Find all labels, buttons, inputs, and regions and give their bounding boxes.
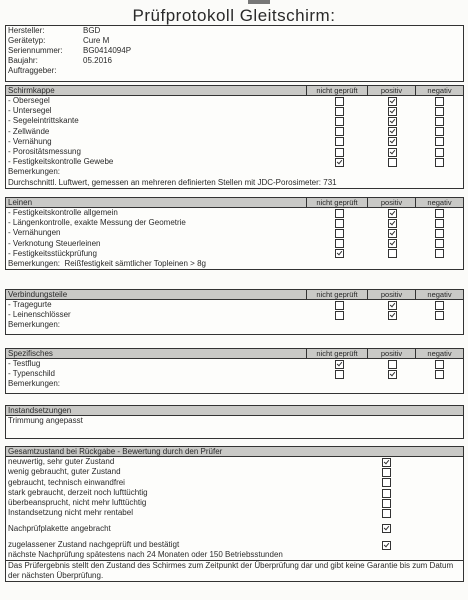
positive-checkbox[interactable] <box>388 117 397 126</box>
checklist-row <box>6 106 463 116</box>
not-checked-checkbox[interactable] <box>335 127 344 136</box>
section-schirmkappe <box>5 85 464 189</box>
header-value: BG0414094P <box>83 46 132 55</box>
negative-checkbox[interactable] <box>435 107 444 116</box>
condition-label: überbeansprucht, nicht mehr lufttüchtig <box>8 498 147 508</box>
condition-checkbox[interactable] <box>382 458 391 467</box>
condition-label: Instandsetzung nicht mehr rentabel <box>8 508 133 518</box>
section-header <box>6 198 463 208</box>
checkbox-cell <box>416 137 463 147</box>
negative-checkbox[interactable] <box>435 249 444 258</box>
not-checked-checkbox[interactable] <box>335 249 344 258</box>
checklist-label: - Verknotung Steuerleinen <box>8 238 101 248</box>
condition-checkbox[interactable] <box>382 499 391 508</box>
checkbox-cell <box>369 137 416 147</box>
checkbox-cell <box>369 249 416 259</box>
section-title: Instandsetzungen <box>6 406 463 416</box>
remarks-label: Bemerkungen: <box>8 320 61 330</box>
checkbox-cell <box>416 300 463 310</box>
section-title: Verbindungsteile <box>8 290 68 299</box>
header-row-type <box>6 36 463 46</box>
approved-row <box>6 540 463 550</box>
positive-checkbox[interactable] <box>388 137 397 146</box>
positive-checkbox[interactable] <box>388 311 397 320</box>
checklist-label: - Leinenschlösser <box>8 310 71 320</box>
positive-checkbox[interactable] <box>388 219 397 228</box>
positive-checkbox[interactable] <box>388 148 397 157</box>
section-header <box>6 86 463 96</box>
section-title: Spezifisches <box>8 349 53 358</box>
condition-row <box>6 457 463 467</box>
checkbox-cell <box>309 147 369 157</box>
checkbox-cell <box>356 488 416 498</box>
column-negative: negativ <box>415 86 463 95</box>
checklist-row <box>6 127 463 137</box>
header-label: Baujahr: <box>8 56 38 65</box>
section-title: Gesamtzustand bei Rückgabe - Bewertung durch den Prüfer <box>6 447 463 457</box>
column-negative: negativ <box>415 290 463 299</box>
column-negative: negativ <box>415 349 463 358</box>
not-checked-checkbox[interactable] <box>335 311 344 320</box>
checklist-label: - Vernähungen <box>8 228 61 238</box>
checkbox-cell <box>416 228 463 238</box>
checkbox-cell <box>369 127 416 137</box>
checkbox-cell <box>309 208 369 218</box>
checklist-row <box>6 249 463 259</box>
checklist-label: - Vernähung <box>8 136 52 146</box>
not-checked-checkbox[interactable] <box>335 97 344 106</box>
approved-label: zugelassener Zustand nachgeprüft und bestätigt <box>8 540 180 550</box>
checklist-row <box>6 96 463 106</box>
checkbox-cell <box>369 228 416 238</box>
checklist-row <box>6 137 463 147</box>
remarks-row <box>6 379 463 393</box>
section-gesamtzustand <box>5 446 464 582</box>
checkbox-cell <box>309 106 369 116</box>
positive-checkbox[interactable] <box>388 158 397 167</box>
checklist-label: - Festigkeitsstückprüfung <box>8 248 97 258</box>
header-row-manufacturer <box>6 26 463 36</box>
checkbox-cell <box>369 96 416 106</box>
not-checked-checkbox[interactable] <box>335 239 344 248</box>
not-checked-checkbox[interactable] <box>335 117 344 126</box>
negative-checkbox[interactable] <box>435 219 444 228</box>
condition-checkbox[interactable] <box>382 468 391 477</box>
plakette-label: Nachprüfplakette angebracht <box>8 523 111 533</box>
checklist-row <box>6 369 463 379</box>
not-checked-checkbox[interactable] <box>335 209 344 218</box>
checklist-label: - Segeleintrittskante <box>8 116 79 126</box>
not-checked-checkbox[interactable] <box>335 148 344 157</box>
checklist-row <box>6 300 463 310</box>
column-positive: positiv <box>367 86 415 95</box>
checklist-label: - Tragegurte <box>8 300 52 309</box>
section-title: Leinen <box>8 198 33 207</box>
checkbox-cell <box>416 218 463 228</box>
positive-checkbox[interactable] <box>388 127 397 136</box>
checkbox-cell <box>416 310 463 320</box>
checkbox-cell <box>309 218 369 228</box>
negative-checkbox[interactable] <box>435 239 444 248</box>
column-not-checked: nicht geprüft <box>306 349 367 358</box>
checkbox-cell <box>309 157 369 167</box>
checkbox-cell <box>309 228 369 238</box>
column-not-checked: nicht geprüft <box>306 290 367 299</box>
not-checked-checkbox[interactable] <box>335 301 344 310</box>
negative-checkbox[interactable] <box>435 97 444 106</box>
section-verbindungsteile <box>5 289 464 335</box>
checkbox-cell <box>309 310 369 320</box>
checkbox-cell <box>356 540 416 550</box>
section-title: Schirmkappe <box>8 86 55 95</box>
condition-checkbox[interactable] <box>382 489 391 498</box>
checkbox-cell <box>369 147 416 157</box>
column-positive: positiv <box>367 290 415 299</box>
positive-checkbox[interactable] <box>388 249 397 258</box>
remarks-row <box>6 320 463 334</box>
negative-checkbox[interactable] <box>435 148 444 157</box>
checkbox-cell <box>309 116 369 126</box>
remarks-label: Bemerkungen: <box>8 258 61 268</box>
checkbox-cell <box>369 208 416 218</box>
checkbox-cell <box>416 208 463 218</box>
checkbox-cell <box>309 359 369 369</box>
not-checked-checkbox[interactable] <box>335 360 344 369</box>
checkbox-cell <box>416 96 463 106</box>
checkbox-cell <box>309 239 369 249</box>
not-checked-checkbox[interactable] <box>335 137 344 146</box>
header-box <box>5 25 464 82</box>
checklist-label: - Porositätsmessung <box>8 146 81 156</box>
approved-checkbox[interactable] <box>382 541 391 550</box>
negative-checkbox[interactable] <box>435 229 444 238</box>
positive-checkbox[interactable] <box>388 229 397 238</box>
checklist-label: - Zellwände <box>8 126 50 136</box>
checklist-label: - Obersegel <box>8 96 50 105</box>
not-checked-checkbox[interactable] <box>335 107 344 116</box>
checkbox-cell <box>309 127 369 137</box>
item-list <box>6 300 463 320</box>
column-negative: negativ <box>415 198 463 207</box>
checklist-label: - Testflug <box>8 359 41 368</box>
header-label: Gerätetyp: <box>8 36 46 45</box>
negative-checkbox[interactable] <box>435 370 444 379</box>
header-label: Seriennummer: <box>8 46 63 55</box>
condition-checkbox[interactable] <box>382 478 391 487</box>
not-checked-checkbox[interactable] <box>335 370 344 379</box>
checklist-row <box>6 239 463 249</box>
not-checked-checkbox[interactable] <box>335 219 344 228</box>
remarks-text: Reißfestigkeit sämtlicher Topleinen > 8g <box>64 258 206 268</box>
positive-checkbox[interactable] <box>388 107 397 116</box>
section-spezifisches <box>5 348 464 394</box>
section-header <box>6 290 463 300</box>
header-row-client <box>6 66 463 76</box>
checkbox-cell <box>416 249 463 259</box>
checklist-row <box>6 228 463 238</box>
column-positive: positiv <box>367 349 415 358</box>
condition-label: wenig gebraucht, guter Zustand <box>8 467 121 477</box>
checkbox-cell <box>309 300 369 310</box>
header-value: BGD <box>83 26 101 35</box>
column-not-checked: nicht geprüft <box>306 86 367 95</box>
checkbox-cell <box>356 457 416 467</box>
condition-row <box>6 488 463 498</box>
top-mark <box>248 0 270 4</box>
checklist-label: - Längenkontrolle, exakte Messung der Geometrie <box>8 218 186 228</box>
checklist-label: - Festigkeitskontrolle allgemein <box>8 208 118 217</box>
remarks-label: Bemerkungen: <box>8 379 61 389</box>
checkbox-cell <box>356 498 416 508</box>
checkbox-cell <box>369 157 416 167</box>
condition-row <box>6 498 463 508</box>
checklist-label: - Untersegel <box>8 106 52 116</box>
checkbox-cell <box>416 106 463 116</box>
porosity-text: Durchschnittl. Luftwert, gemessen an mehreren definierten Stellen mit JDC-Porosimeter: 731 <box>8 178 337 188</box>
checkbox-cell <box>369 106 416 116</box>
checkbox-cell <box>356 524 416 534</box>
checkbox-cell <box>416 239 463 249</box>
checkbox-cell <box>309 369 369 379</box>
checkbox-cell <box>356 478 416 488</box>
header-row-serial <box>6 46 463 56</box>
item-list <box>6 208 463 259</box>
checklist-row <box>6 157 463 167</box>
checkbox-cell <box>369 300 416 310</box>
checkbox-cell <box>369 116 416 126</box>
plakette-checkbox[interactable] <box>382 524 391 533</box>
checkbox-cell <box>369 310 416 320</box>
checklist-row <box>6 218 463 228</box>
negative-checkbox[interactable] <box>435 360 444 369</box>
checklist-row <box>6 310 463 320</box>
checkbox-cell <box>416 157 463 167</box>
item-list <box>6 359 463 379</box>
checkbox-cell <box>416 369 463 379</box>
not-checked-checkbox[interactable] <box>335 158 344 167</box>
condition-label: gebraucht, technisch einwandfrei <box>8 477 125 487</box>
checkbox-cell <box>416 127 463 137</box>
header-label: Hersteller: <box>8 26 45 35</box>
page-title: Prüfprotokoll Gleitschirm: <box>132 6 336 25</box>
item-list <box>6 96 463 167</box>
checklist-label: - Festigkeitskontrolle Gewebe <box>8 157 114 167</box>
condition-checkbox[interactable] <box>382 509 391 518</box>
positive-checkbox[interactable] <box>388 97 397 106</box>
checkbox-cell <box>369 218 416 228</box>
not-checked-checkbox[interactable] <box>335 229 344 238</box>
column-positive: positiv <box>367 198 415 207</box>
condition-row <box>6 508 463 518</box>
header-label: Auftraggeber: <box>8 66 57 75</box>
positive-checkbox[interactable] <box>388 360 397 369</box>
negative-checkbox[interactable] <box>435 311 444 320</box>
checkbox-cell <box>369 369 416 379</box>
repairs-text: Trimmung angepasst <box>8 416 83 425</box>
plakette-row <box>6 524 463 534</box>
checkbox-cell <box>369 359 416 369</box>
checklist-row <box>6 116 463 126</box>
condition-row <box>6 478 463 488</box>
positive-checkbox[interactable] <box>388 370 397 379</box>
condition-list <box>6 457 463 519</box>
positive-checkbox[interactable] <box>388 239 397 248</box>
negative-checkbox[interactable] <box>435 301 444 310</box>
section-instandsetzungen <box>5 405 464 439</box>
checkbox-cell <box>369 239 416 249</box>
negative-checkbox[interactable] <box>435 158 444 167</box>
checklist-row <box>6 147 463 157</box>
checklist-label: - Typenschild <box>8 369 55 379</box>
disclaimer-text: Das Prüfergebnis stellt den Zustand des Schirmes zum Zeitpunkt der Überprüfung dar und gibt keine Garantie bis zum Datum der nächsten Überprüfung. <box>6 560 463 581</box>
negative-checkbox[interactable] <box>435 117 444 126</box>
condition-row <box>6 467 463 477</box>
header-value: Cure M <box>83 36 110 45</box>
checkbox-cell <box>309 249 369 259</box>
condition-label: stark gebraucht, derzeit noch lufttüchtig <box>8 487 148 497</box>
column-not-checked: nicht geprüft <box>306 198 367 207</box>
checkbox-cell <box>309 137 369 147</box>
header-value: 05.2016 <box>83 56 112 65</box>
remarks-label: Bemerkungen: <box>8 167 61 177</box>
section-header <box>6 349 463 359</box>
negative-checkbox[interactable] <box>435 137 444 146</box>
condition-label: neuwertig, sehr guter Zustand <box>8 457 115 466</box>
negative-checkbox[interactable] <box>435 127 444 136</box>
checkbox-cell <box>356 508 416 518</box>
next-check-text: nächste Nachprüfung spätestens nach 24 Monaten oder 150 Betriebsstunden <box>8 550 283 560</box>
negative-checkbox[interactable] <box>435 209 444 218</box>
remarks-row <box>6 167 463 177</box>
checkbox-cell <box>416 147 463 157</box>
header-row-year <box>6 56 463 66</box>
remarks-row <box>6 259 463 269</box>
checkbox-cell <box>356 467 416 477</box>
positive-checkbox[interactable] <box>388 301 397 310</box>
checkbox-cell <box>416 359 463 369</box>
checkbox-cell <box>416 116 463 126</box>
checkbox-cell <box>309 96 369 106</box>
checklist-row <box>6 359 463 369</box>
checklist-row <box>6 208 463 218</box>
section-leinen <box>5 197 464 270</box>
positive-checkbox[interactable] <box>388 209 397 218</box>
